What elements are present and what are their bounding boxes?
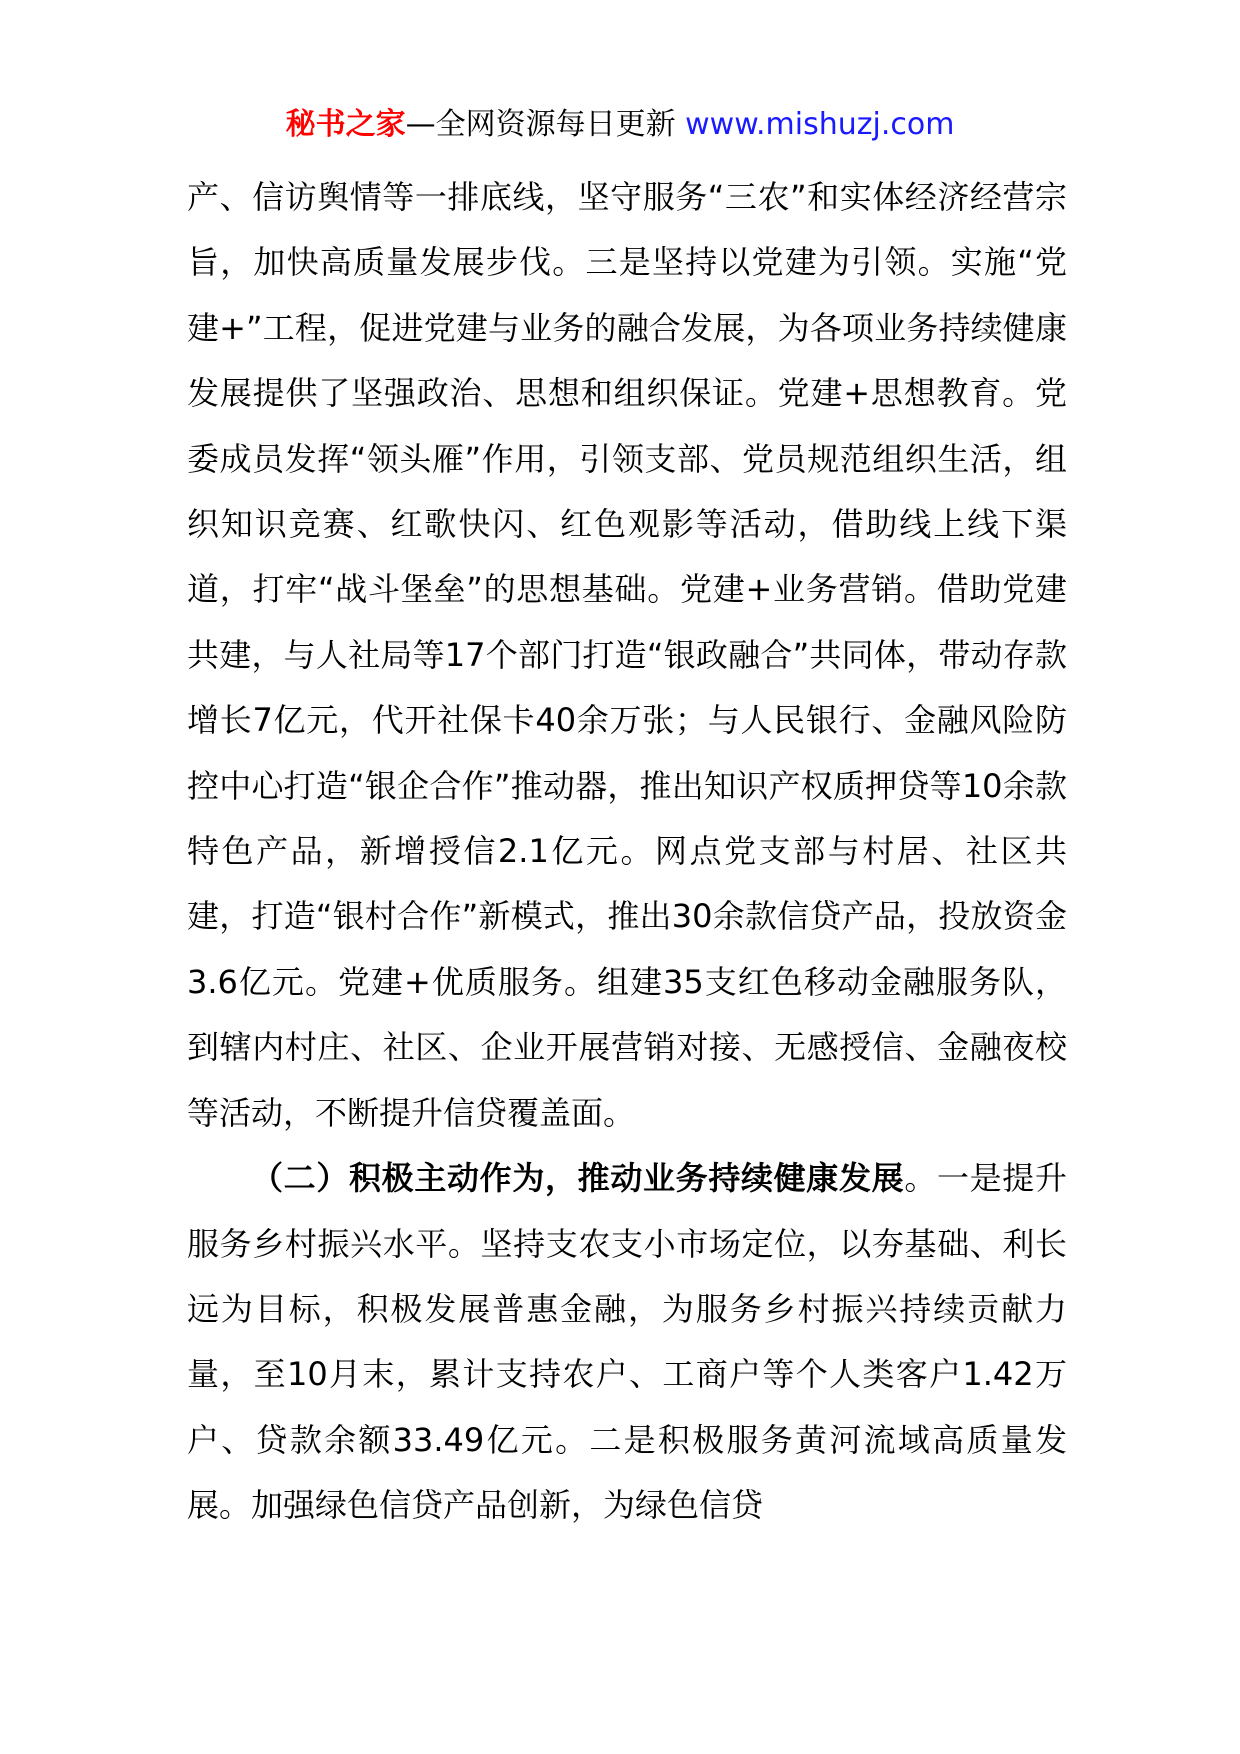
header-url-link[interactable]: www.mishuzj.com xyxy=(685,107,955,142)
paragraph-section-two xyxy=(187,1146,1067,1538)
document-body xyxy=(187,165,1067,1539)
header-slogan: —全网资源每日更新 xyxy=(405,107,686,142)
paragraph-text: 产、信访舆情等一排底线，坚守服务“三农”和实体经济经营宗旨，加快高质量发展步伐。三是坚持以党建为引领。实施“党建+”工程，促进党建与业务的融合发展，为各项业务持续健康发展提供了坚强政治、思想和组织保证。党建+思想教育。党委成员发挥“领头雁”作用，引领支部、党员规范组织生活，组织知识竞赛、红歌快闪、红色观影等活动，借助线上线下渠道，打牢“战斗堡垒”的思想基础。党建+业务营销。借助党建共建，与人社局等17个部门打造“银政融合”共同体，带动存款增长7亿元，代开社保卡40余万张；与人民银行、金融风险防控中心打造“银企合作”推动器，推出知识产权质押贷等10余款特色产品，新增授信2.1亿元。网点党支部与村居、社区共建，打造“银村合作”新模式，推出30余款信贷产品，投放资金3.6亿元。党建+优质服务。组建35支红色移动金融服务队，到辖内村庄、社区、企业开展营销对接、无感授信、金融夜校等活动，不断提升信贷覆盖面。 xyxy=(187,178,1067,1132)
paragraph-text: 。一是提升服务乡村振兴水平。坚持支农支小市场定位，以夯基础、利长远为目标，积极发展普惠金融，为服务乡村振兴持续贡献力量，至10月末，累计支持农户、工商户等个人类客户1.42万户、贷款余额33.49亿元。二是积极服务黄河流域高质量发展。加强绿色信贷产品创新，为绿色信贷 xyxy=(187,1159,1067,1525)
section-heading: （二）积极主动作为，推动业务持续健康发展 xyxy=(251,1159,905,1198)
paragraph-continued xyxy=(187,165,1067,1146)
header-brand: 秘书之家 xyxy=(285,107,406,142)
page-header xyxy=(0,100,1240,150)
